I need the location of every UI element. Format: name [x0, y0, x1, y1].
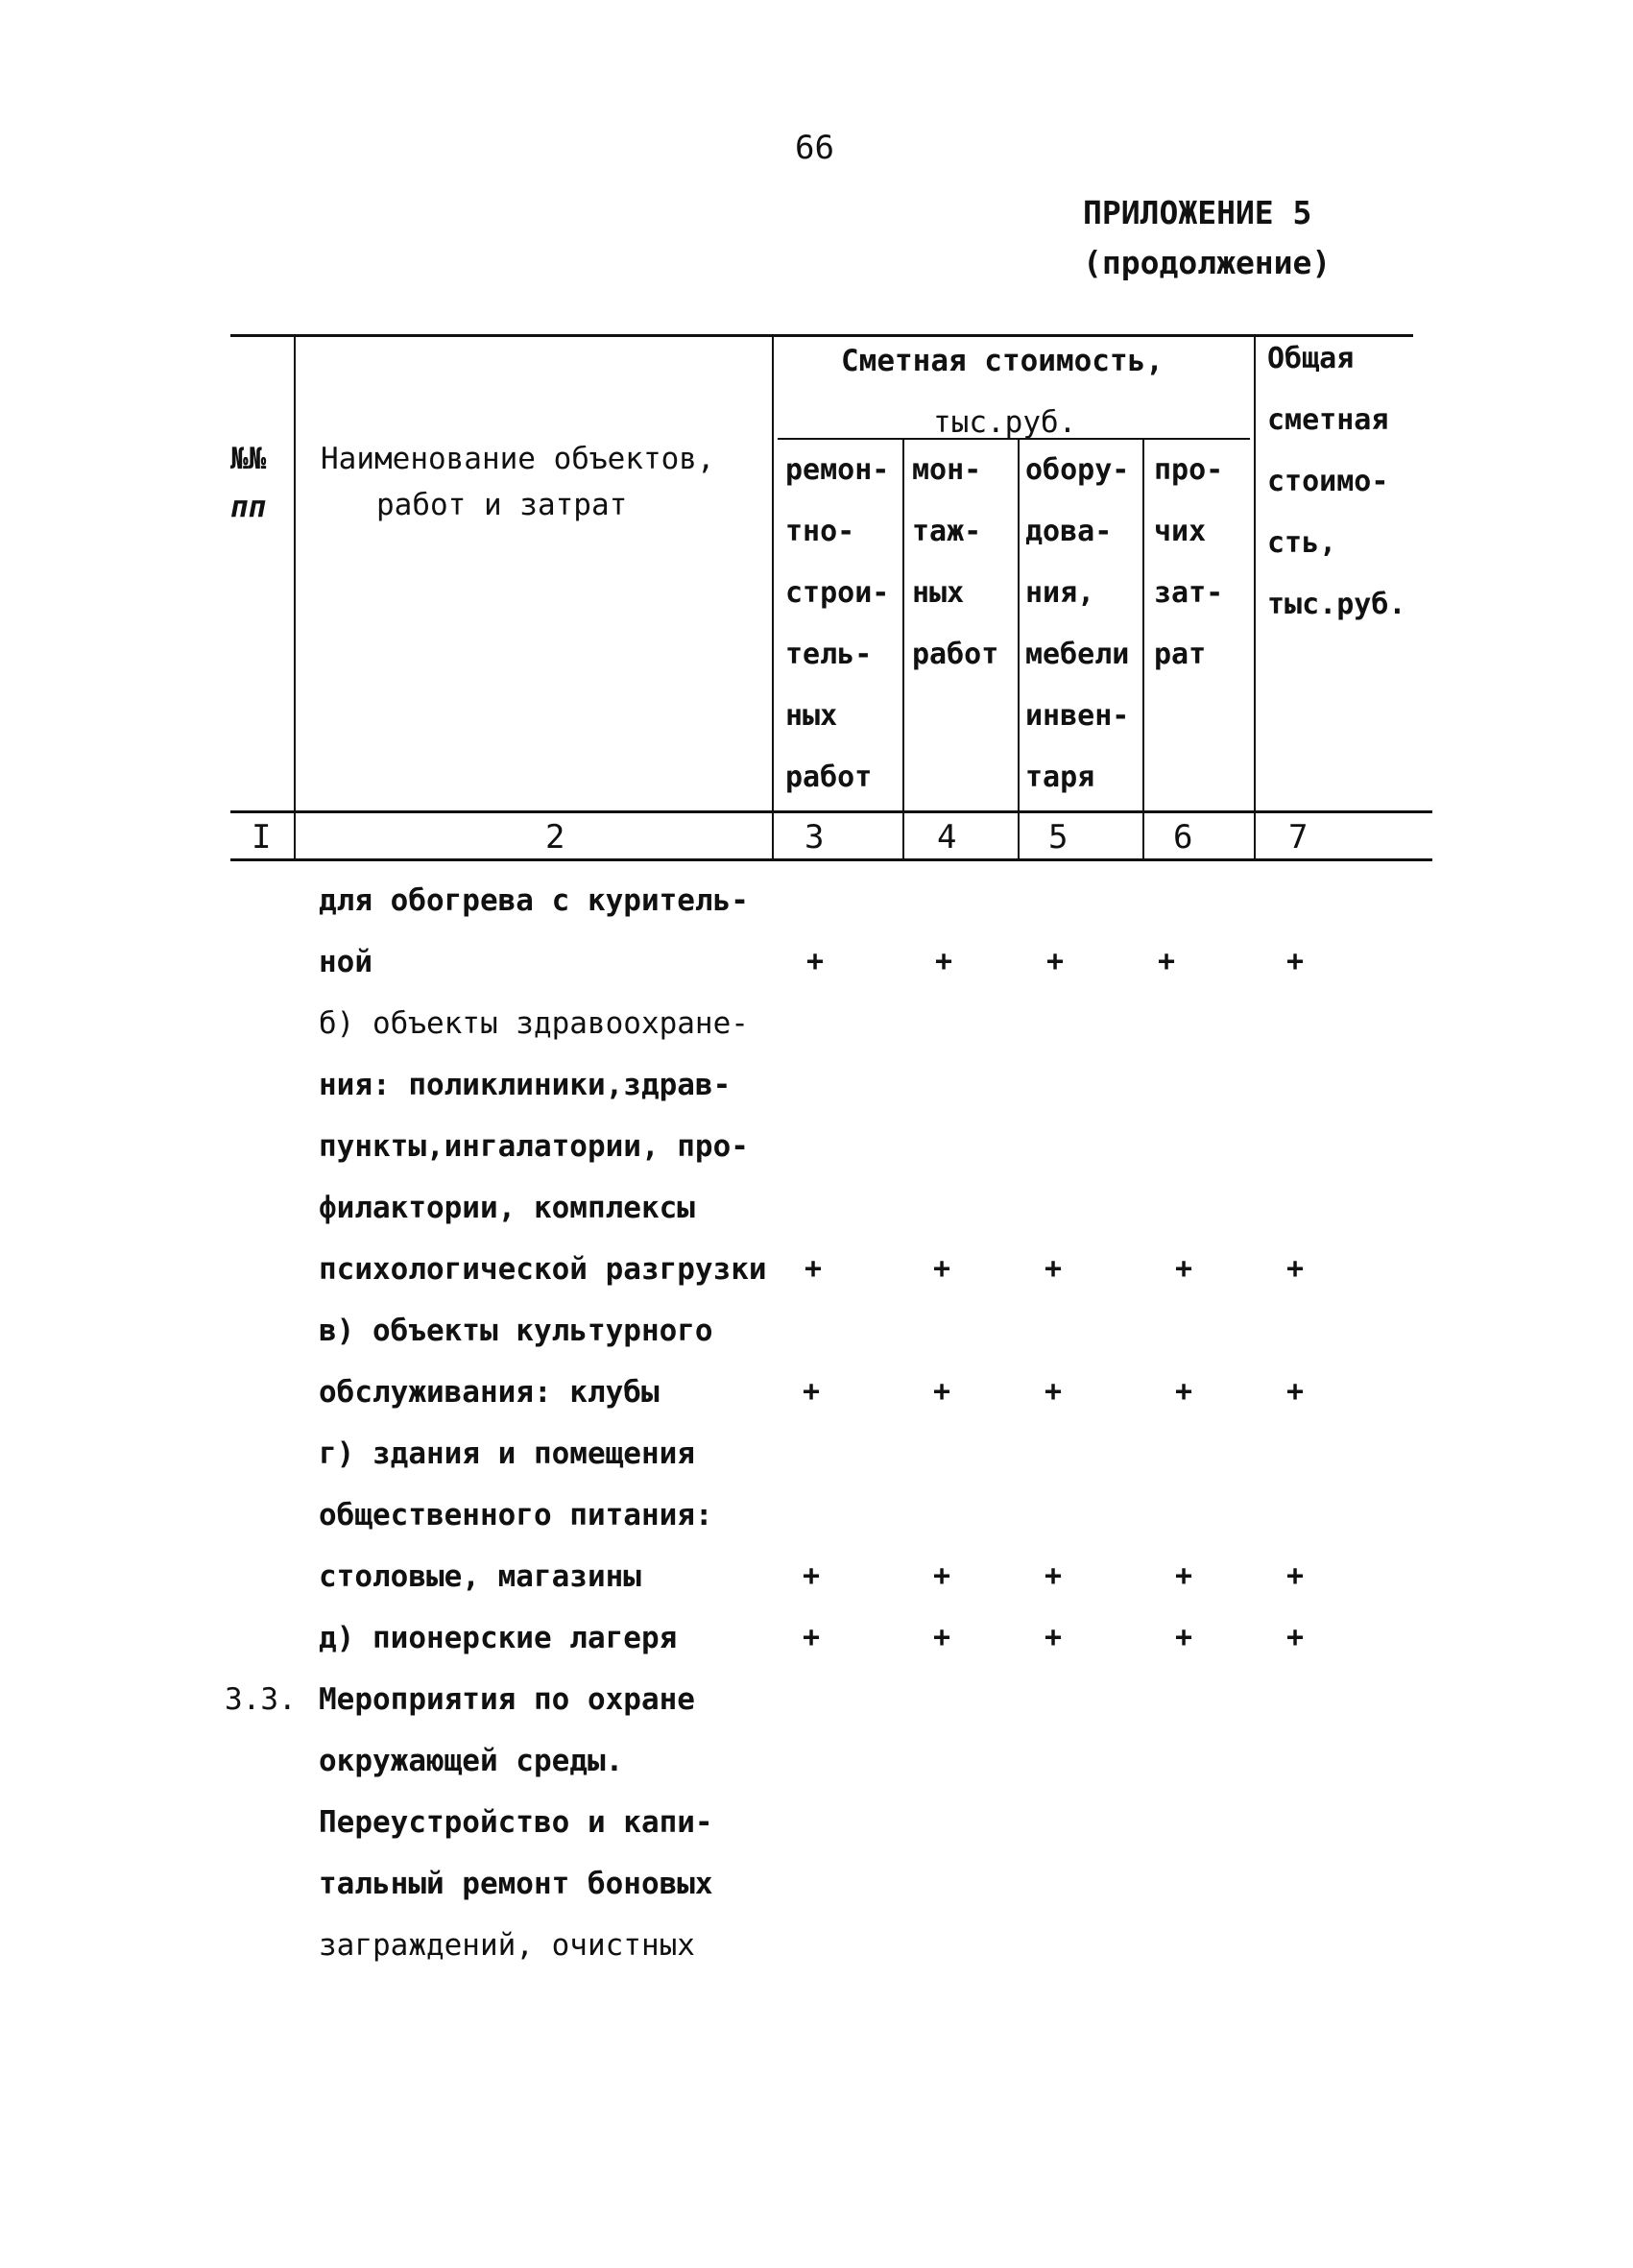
- col6-line: рат: [1154, 638, 1207, 671]
- plus-mark: +: [1285, 1252, 1305, 1286]
- number-row-rule: [230, 858, 1432, 861]
- col4-line: ных: [912, 576, 965, 610]
- plus-mark: +: [1157, 945, 1176, 978]
- appendix-title: ПРИЛОЖЕНИЕ 5: [1083, 194, 1312, 231]
- col6-line: зат-: [1154, 576, 1224, 610]
- plus-mark: +: [1285, 1559, 1305, 1593]
- col-number: 4: [937, 818, 957, 857]
- col2-header-line2: работ и затрат: [376, 488, 628, 522]
- col4-line: мон-: [912, 453, 982, 487]
- body-line: тальный ремонт боновых: [319, 1867, 713, 1901]
- body-line: г) здания и помещения: [319, 1436, 695, 1471]
- col2-header-line1: Наименование объектов,: [321, 442, 715, 476]
- col-number: 2: [545, 818, 565, 857]
- col3-line: тель-: [785, 638, 873, 671]
- body-line: д) пионерские лагеря: [319, 1621, 678, 1655]
- body-line: Переустройство и капи-: [319, 1805, 713, 1840]
- body-line: ной: [319, 945, 372, 979]
- col-number: 3: [804, 818, 825, 857]
- body-line: пункты,ингалатории, про-: [319, 1129, 749, 1164]
- group-label-cost: Сметная стоимость,: [841, 344, 1164, 378]
- col-number: I: [252, 818, 272, 857]
- body-line: окружающей среды.: [319, 1744, 624, 1778]
- col4-line: работ: [912, 638, 999, 671]
- col1-header-line1: №№: [230, 442, 267, 476]
- plus-mark: +: [1285, 945, 1305, 978]
- col7-line: сметная: [1267, 403, 1389, 437]
- body-line: ния: поликлиники,здрав-: [319, 1068, 732, 1102]
- plus-mark: +: [1174, 1559, 1193, 1593]
- col3-line: строи-: [785, 576, 890, 610]
- plus-mark: +: [1285, 1621, 1305, 1654]
- plus-mark: +: [1044, 1621, 1063, 1654]
- plus-mark: +: [1174, 1375, 1193, 1409]
- col5-line: мебели: [1025, 638, 1130, 671]
- plus-mark: +: [934, 945, 953, 978]
- plus-mark: +: [1044, 1375, 1063, 1409]
- col7-line: тыс.руб.: [1267, 588, 1406, 621]
- body-line: заграждений, очистных: [319, 1928, 695, 1963]
- body-line: столовые, магазины: [319, 1559, 641, 1594]
- col7-line: стоимо-: [1267, 465, 1389, 498]
- col5-header: [1025, 440, 1129, 808]
- col5-line: инвен-: [1025, 699, 1130, 733]
- col7-line: сть,: [1267, 526, 1337, 560]
- plus-mark: +: [1044, 1559, 1063, 1593]
- plus-mark: +: [1174, 1621, 1193, 1654]
- col-number: 6: [1173, 818, 1193, 857]
- plus-mark: +: [804, 1252, 823, 1286]
- col5-line: таря: [1025, 760, 1095, 794]
- col-divider-1: [294, 336, 296, 858]
- col5-line: обору-: [1025, 453, 1130, 487]
- col-divider-2: [772, 336, 774, 858]
- col-number: 7: [1288, 818, 1309, 857]
- plus-mark: +: [932, 1621, 951, 1654]
- page-number: 66: [795, 129, 834, 167]
- item-number: 3.3.: [225, 1682, 297, 1717]
- group-label-unit: тыс.руб.: [933, 405, 1077, 440]
- plus-mark: +: [1174, 1252, 1193, 1286]
- header-bottom-rule: [230, 810, 1432, 813]
- col6-line: чих: [1154, 515, 1207, 548]
- col6-line: про-: [1154, 453, 1224, 487]
- col3-header: [785, 440, 889, 808]
- col4-line: таж-: [912, 515, 982, 548]
- col-divider-4: [1018, 440, 1020, 858]
- body-line: для обогрева с куритель-: [319, 883, 749, 918]
- plus-mark: +: [805, 945, 825, 978]
- body-line: общественного питания:: [319, 1498, 713, 1532]
- body-line: Мероприятия по охране: [319, 1682, 695, 1717]
- col-divider-5: [1142, 440, 1144, 858]
- col-divider-6: [1254, 336, 1256, 858]
- col5-line: дова-: [1025, 515, 1113, 548]
- col7-header: [1267, 328, 1406, 636]
- col3-line: ных: [785, 699, 838, 733]
- col-number: 5: [1048, 818, 1069, 857]
- plus-mark: +: [932, 1559, 951, 1593]
- body-line: б) объекты здравоохране-: [319, 1006, 749, 1041]
- plus-mark: +: [1045, 945, 1065, 978]
- body-line: обслуживания: клубы: [319, 1375, 660, 1410]
- plus-mark: +: [802, 1559, 821, 1593]
- appendix-subtitle: (продолжение): [1083, 244, 1332, 281]
- col3-line: тно-: [785, 515, 855, 548]
- col3-line: работ: [785, 760, 873, 794]
- plus-mark: +: [932, 1375, 951, 1409]
- plus-mark: +: [802, 1375, 821, 1409]
- body-line: филактории, комплексы: [319, 1191, 695, 1225]
- plus-mark: +: [802, 1621, 821, 1654]
- col7-line: Общая: [1267, 342, 1355, 375]
- plus-mark: +: [1285, 1375, 1305, 1409]
- table-top-rule: [230, 334, 1413, 337]
- col4-header: [912, 440, 998, 686]
- plus-mark: +: [1044, 1252, 1063, 1286]
- col1-header-line2: пп: [230, 490, 267, 524]
- body-line: в) объекты культурного: [319, 1314, 713, 1348]
- col-divider-3: [902, 440, 904, 858]
- plus-mark: +: [932, 1252, 951, 1286]
- col3-line: ремон-: [785, 453, 890, 487]
- col6-header: [1154, 440, 1223, 686]
- body-line: психологической разгрузки: [319, 1252, 767, 1287]
- col5-line: ния,: [1025, 576, 1095, 610]
